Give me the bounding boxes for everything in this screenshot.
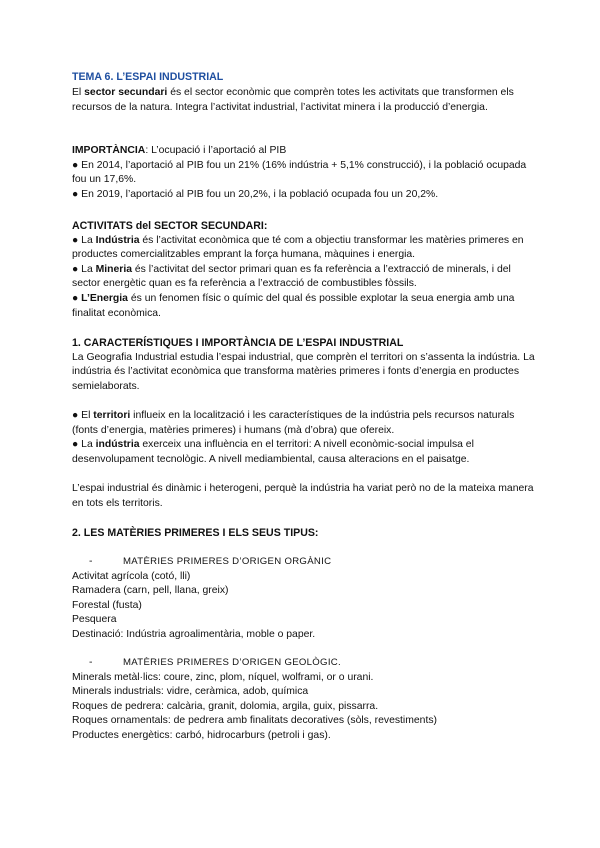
importancia-heading — [72, 144, 542, 159]
intro-pre: El — [72, 87, 85, 98]
item-bold: indústria — [95, 439, 140, 451]
item-pre: ● La — [72, 263, 96, 275]
organic-line: Forestal (fusta) — [72, 599, 142, 611]
geologic-line: Roques de pedrera: calcària, granit, dolomia, argila, guix, pissarra. — [72, 700, 379, 712]
section1-item — [72, 438, 542, 467]
activitats-item — [72, 234, 542, 263]
organic-line: Destinació: Indústria agroalimentària, moble o paper. — [72, 628, 316, 640]
item-pre: ● La — [72, 234, 96, 246]
item-pre: ● — [72, 292, 82, 304]
importancia-heading-bold: IMPORTÀNCIA — [72, 145, 146, 156]
section1-paragraph: La Geografia Industrial estudia l’espai industrial, que comprèn el territori on s’assenta la indústria. La indústria és l’activitat econòmica que transforma matèries primeres i fonts d’energia en productes semielaborats. — [72, 351, 535, 392]
page-title: TEMA 6. L’ESPAI INDUSTRIAL — [72, 71, 224, 83]
activitats-section — [72, 219, 542, 321]
importancia-heading-rest: : L’ocupació i l’aportació al PIB — [145, 145, 287, 156]
geologic-label-line — [72, 656, 542, 671]
activitats-item — [72, 292, 542, 321]
importancia-section — [72, 144, 542, 202]
dash-bullet: - — [89, 556, 93, 567]
activitats-item — [72, 263, 542, 292]
geologic-line: Minerals industrials: vidre, ceràmica, adob, química — [72, 686, 309, 698]
section1-closing-paragraph: L’espai industrial és dinàmic i heterogeni, perquè la indústria ha variat però no de la mateixa manera en tots els territoris. — [72, 483, 534, 509]
item-bold: Indústria — [95, 234, 140, 246]
organic-line: Activitat agrícola (cotó, lli) — [72, 570, 191, 582]
intro-bold: sector secundari — [84, 87, 168, 98]
item-rest: exerceix una influència en el territori: A nivell econòmic-social impulsa el desenvolupament tecnològic. A nivell mediambiental, causa alteracions en el paisatge. — [72, 439, 474, 465]
geologic-label: MATÈRIES PRIMERES D’ORIGEN GEOLÒGIC. — [123, 657, 341, 668]
organic-label-line — [72, 555, 542, 570]
importancia-item: ● En 2019, l’aportació al PIB fou un 20,2%, i la població ocupada fou un 20,2%. — [72, 188, 439, 200]
intro-paragraph — [72, 86, 542, 115]
geologic-line: Roques ornamentals: de pedrera amb finalitats decoratives (sòls, revestiments) — [72, 715, 437, 727]
dash-bullet: - — [89, 657, 93, 668]
geologic-line: Minerals metàl·lics: coure, zinc, plom, níquel, wolframi, or o urani. — [72, 671, 374, 683]
item-rest: és un fenomen físic o químic del qual és possible explotar la seua energia amb una finalitat econòmica. — [72, 292, 515, 319]
geologic-line: Productes energètics: carbó, hidrocarburs (petroli i gas). — [72, 729, 331, 741]
activitats-heading: ACTIVITATS del SECTOR SECUNDARI: — [72, 220, 268, 232]
item-bold: territori — [93, 410, 131, 421]
organic-group — [72, 555, 542, 643]
item-bold: Mineria — [95, 263, 132, 275]
item-pre: ● El — [72, 410, 94, 421]
section1 — [72, 336, 542, 394]
section1-items — [72, 409, 542, 467]
section1-heading: 1. CARACTERÍSTIQUES I IMPORTÀNCIA DE L’ESPAI INDUSTRIAL — [72, 337, 404, 349]
importancia-item: ● En 2014, l’aportació al PIB fou un 21% (16% indústria + 5,1% construcció), i la població ocupada fou un 17,6%. — [72, 159, 527, 186]
item-rest: influeix en la localització i les característiques de la indústria pels recursos naturals (fonts d’energia, matèries primeres) i humans (mà d’obra) que ofereix. — [72, 410, 515, 436]
organic-label: MATÈRIES PRIMERES D’ORIGEN ORGÀNIC — [123, 556, 332, 567]
item-rest: és l’activitat econòmica que té com a objectiu transformar les matèries primeres en productes comercialitzables emprant la força humana, màquines i energia. — [72, 234, 524, 261]
intro-rest: és el sector econòmic que comprèn totes les activitats que transformen els recursos de la natura. Integra l’activitat industrial, l’activitat minera i la producció d’energia. — [72, 87, 514, 113]
item-rest: és l’activitat del sector primari quan es fa referència a l’extracció de minerals, i del sector energètic quan es fa referència a l’extracció de combustibles fòssils. — [72, 263, 511, 290]
geologic-group — [72, 656, 542, 744]
section1-item — [72, 409, 542, 438]
section2-heading: 2. LES MATÈRIES PRIMERES I ELS SEUS TIPUS: — [72, 527, 319, 539]
organic-line: Ramadera (carn, pell, llana, greix) — [72, 585, 229, 597]
organic-line: Pesquera — [72, 614, 117, 626]
item-bold: L’Energia — [81, 292, 128, 304]
item-pre: ● La — [72, 439, 96, 451]
